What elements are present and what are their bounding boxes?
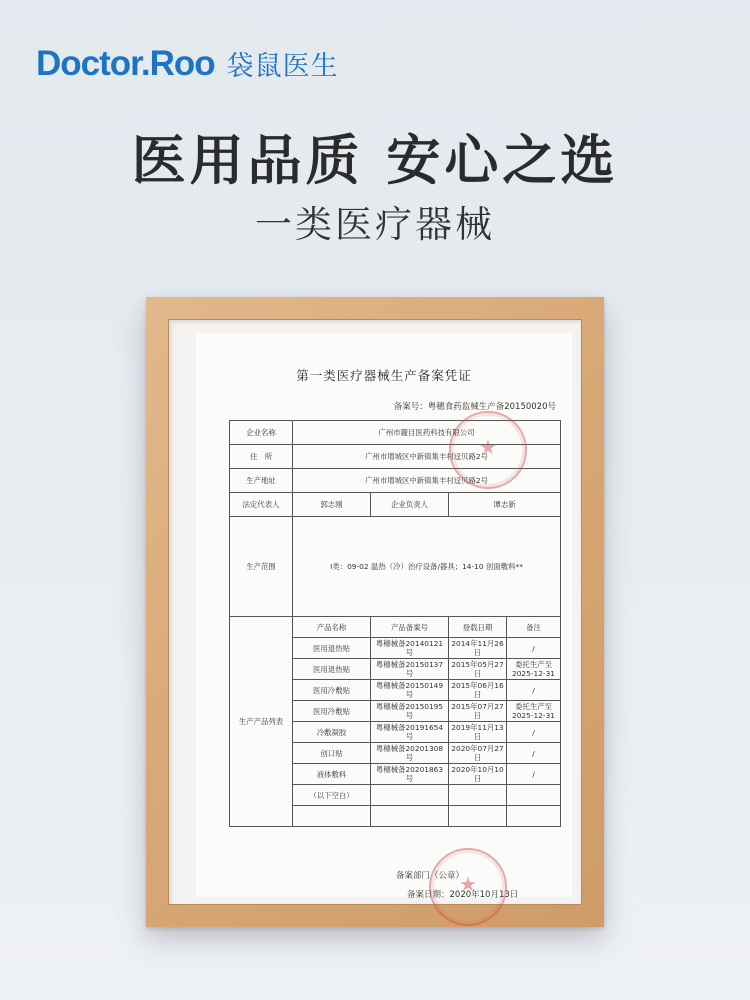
- logo-text-en: Doctor.Roo: [36, 44, 215, 83]
- legal-rep-label: 法定代表人: [230, 493, 293, 517]
- official-seal-icon: [429, 848, 507, 926]
- empty-cell: [371, 806, 449, 827]
- empty-cell: [449, 806, 507, 827]
- certificate-document: [196, 333, 572, 900]
- product-header-date: 登载日期: [449, 617, 507, 638]
- product-name: 医用退热贴: [293, 638, 371, 659]
- empty-cell: [507, 785, 561, 806]
- empty-cell: [371, 785, 449, 806]
- empty-cell: [507, 806, 561, 827]
- wooden-frame: [146, 297, 604, 927]
- product-number: 粤穗械备20201863号: [371, 764, 449, 785]
- product-note: /: [507, 743, 561, 764]
- company-head-value: 谭志新: [449, 493, 561, 517]
- empty-cell: [293, 806, 371, 827]
- issuing-department: 备案部门（公章）: [396, 871, 465, 881]
- table-row-scope: [230, 517, 561, 617]
- product-number: 粤穗械备20201308号: [371, 743, 449, 764]
- logo-text-cn: 袋鼠医生: [226, 51, 339, 82]
- product-header-name: 产品名称: [293, 617, 371, 638]
- product-number: 粤穗械备20140121号: [371, 638, 449, 659]
- scope-value: I类：09-02 温热（冷）治疗设备/器具；14-10 创面敷料**: [293, 517, 561, 617]
- subheadline: 一类医疗器械: [255, 203, 495, 246]
- product-number: 粤穗械备20191654号: [371, 722, 449, 743]
- product-number: 粤穗械备20150195号: [371, 701, 449, 722]
- product-name: 创口贴: [293, 743, 371, 764]
- product-note: 委托生产至2025-12-31: [507, 701, 561, 722]
- production-address-value: 广州市增城区中新镇集丰村迳贝路2号: [293, 469, 561, 493]
- product-note: /: [507, 764, 561, 785]
- product-list-label: 生产产品列表: [230, 617, 293, 827]
- seal-star-icon: ★: [479, 435, 497, 459]
- certificate-title: 第一类医疗器械生产备案凭证: [296, 368, 472, 383]
- product-number: 粤穗械备20150149号: [371, 680, 449, 701]
- scope-label: 生产范围: [230, 517, 293, 617]
- frame-mat: [168, 319, 582, 905]
- company-label: 企业名称: [230, 421, 293, 445]
- address-label: 住 所: [230, 445, 293, 469]
- company-head-label: 企业负责人: [371, 493, 449, 517]
- product-header-number: 产品备案号: [371, 617, 449, 638]
- product-name: 冷敷凝胶: [293, 722, 371, 743]
- company-value: 广州市麗目医药科技有限公司: [293, 421, 561, 445]
- address-value: 广州市增城区中新镇集丰村迳贝路2号: [293, 445, 561, 469]
- filing-number: 备案号：粤穗食药监械生产备20150020号: [393, 402, 556, 412]
- product-name: 医用退热贴: [293, 659, 371, 680]
- product-note: /: [507, 638, 561, 659]
- brand-logo: [36, 44, 339, 84]
- seal-star-icon: ★: [459, 872, 477, 896]
- product-date: 2020年10月10日: [449, 764, 507, 785]
- product-date: 2015年07月27日: [449, 701, 507, 722]
- product-date: 2015年05月27日: [449, 659, 507, 680]
- blank-note: （以下空白）: [293, 785, 371, 806]
- product-name: 医用冷敷贴: [293, 701, 371, 722]
- official-seal-icon: [449, 411, 527, 489]
- product-number: 粤穗械备20150137号: [371, 659, 449, 680]
- product-name: 液体敷料: [293, 764, 371, 785]
- production-address-label: 生产地址: [230, 469, 293, 493]
- product-note: 委托生产至2025-12-31: [507, 659, 561, 680]
- legal-rep-value: 郭志刚: [293, 493, 371, 517]
- product-date: 2014年11月26日: [449, 638, 507, 659]
- product-date: 2019年11月13日: [449, 722, 507, 743]
- headline: 医用品质 安心之选: [131, 129, 619, 192]
- issue-date: 备案日期：2020年10月13日: [407, 890, 519, 900]
- product-date: 2020年07月27日: [449, 743, 507, 764]
- product-header-row: [230, 617, 561, 638]
- product-name: 医用冷敷贴: [293, 680, 371, 701]
- empty-cell: [449, 785, 507, 806]
- product-header-note: 备注: [507, 617, 561, 638]
- product-date: 2015年06月16日: [449, 680, 507, 701]
- product-note: /: [507, 680, 561, 701]
- table-row-representatives: [230, 493, 561, 517]
- product-note: /: [507, 722, 561, 743]
